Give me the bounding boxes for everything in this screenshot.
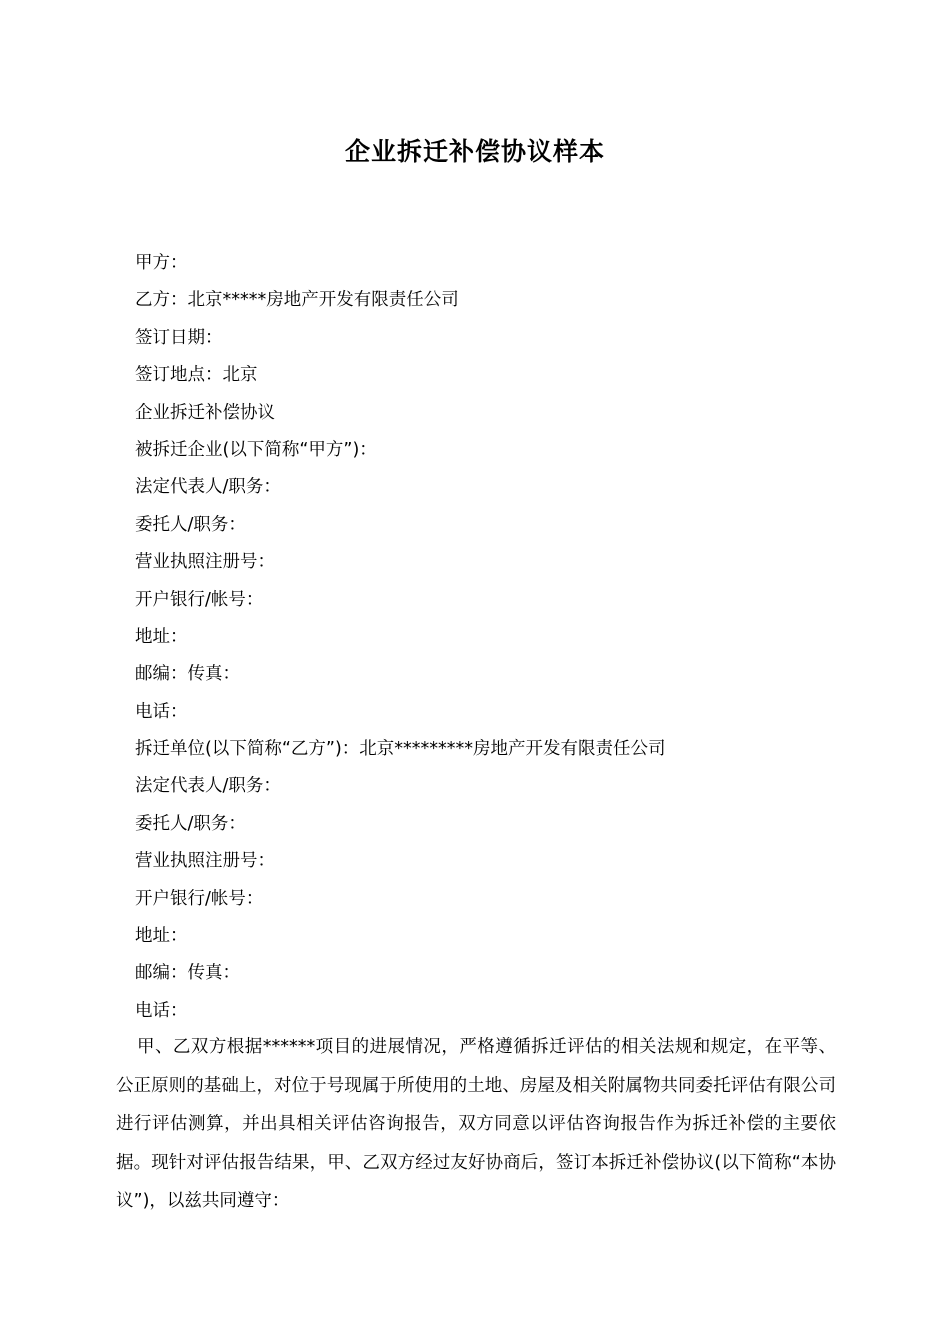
agreement-heading: 企业拆迁补偿协议 xyxy=(135,402,275,423)
party-a-legal-rep-line: 法定代表人/职务： xyxy=(135,477,281,498)
party-info-block xyxy=(135,245,855,1030)
signing-date-line: 签订日期： xyxy=(135,327,223,348)
signing-place-line: 签订地点：北京 xyxy=(135,365,258,386)
relocated-enterprise-line: 被拆迁企业(以下简称“甲方”)： xyxy=(135,439,377,460)
party-a-address-line: 地址： xyxy=(135,626,188,647)
party-b-bank-line: 开户银行/帐号： xyxy=(135,888,264,909)
party-b-address-line: 地址： xyxy=(135,926,188,947)
document-title: 企业拆迁补偿协议样本 xyxy=(344,137,605,166)
preamble-paragraph: 甲、乙双方根据******项目的进展情况，严格遵循拆迁评估的相关法规和规定，在平等、公正原则的基础上，对位于号现属于所使用的土地、房屋及相关附属物共同委托评估有限公司进行评估测算，并出具相关评估咨询报告，双方同意以评估咨询报告作为拆迁补偿的主要依据。现针对评估报告结果，甲、乙双方经过友好协商后，签订本拆迁补偿协议(以下简称“本协议”)，以兹共同遵守： xyxy=(116,1037,836,1211)
party-a-postcode-fax-line: 邮编：传真： xyxy=(135,664,240,685)
party-b-line: 乙方：北京*****房地产开发有限责任公司 xyxy=(135,290,459,311)
party-a-bank-line: 开户银行/帐号： xyxy=(135,589,264,610)
party-a-license-line: 营业执照注册号： xyxy=(135,552,275,573)
relocation-unit-line: 拆迁单位(以下简称“乙方”)：北京*********房地产开发有限责任公司 xyxy=(135,739,666,760)
party-a-line: 甲方： xyxy=(135,253,188,273)
party-a-phone-line: 电话： xyxy=(135,701,188,722)
party-b-postcode-fax-line: 邮编：传真： xyxy=(135,963,240,984)
party-b-phone-line: 电话： xyxy=(135,1000,188,1021)
party-b-license-line: 营业执照注册号： xyxy=(135,851,275,872)
party-b-agent-line: 委托人/职务： xyxy=(135,813,246,834)
party-b-legal-rep-line: 法定代表人/职务： xyxy=(135,776,281,797)
party-a-agent-line: 委托人/职务： xyxy=(135,514,246,535)
